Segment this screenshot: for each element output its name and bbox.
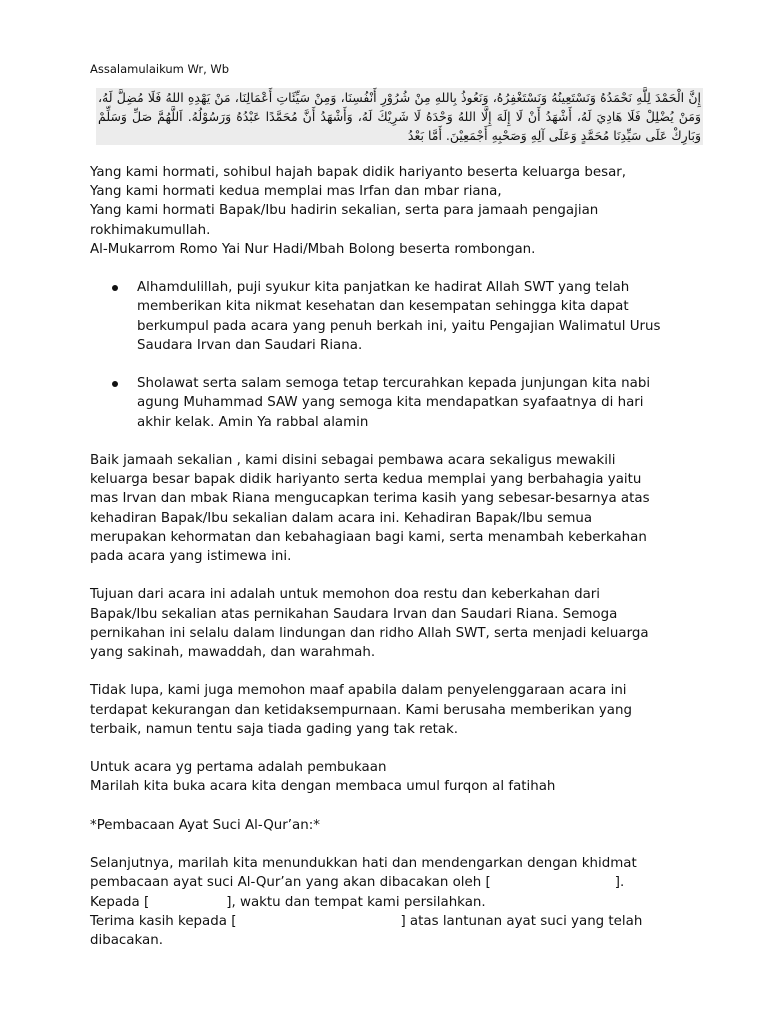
bullet-list: [90, 278, 700, 432]
paragraph-line: [90, 893, 700, 912]
respect-line: Yang kami hormati Bapak/Ibu hadirin sekalian, serta para jamaah pengajian: [90, 203, 599, 219]
paragraph-line: pada acara yang istimewa ini.: [90, 549, 292, 565]
respect-paragraph: [90, 163, 700, 259]
closing-line-suffix: ].: [614, 875, 625, 891]
paragraph-line: Baik jamaah sekalian , kami disini sebagai pembawa acara sekaligus mewakili: [90, 453, 616, 468]
paragraph-line: Selanjutnya, marilah kita menundukkan hati dan mendengarkan dengan khidmat: [90, 856, 637, 872]
paragraph-line: [90, 912, 700, 931]
paragraph-line: Bapak/Ibu sekalian atas pernikahan Saudara Irvan dan Saudari Riana. Semoga: [90, 606, 618, 622]
closing-line-suffix: ] atas lantunan ayat suci yang telah: [400, 913, 643, 929]
bullet-icon: [112, 285, 118, 291]
arabic-opening-text: إِنَّ الْحَمْدَ لِلَّهِ نَحْمَدُهُ وَنَسْتَعِينُهُ وَنَسْتَغْفِرُهُ، وَنَعُوذُ بِاللهِ مِنْ شُرُوْرِ أَنْفُسِنَا، وَمِنْ سَيِّئَاتِ أَعْمَالِنَا، مَنْ يَهْدِهِ اللهُ فَلَا مُضِلَّ لَهُ، وَمَنْ يُضْلِلْ فَلَا هَادِيَ لَهُ، أَشْهَدُ أَنْ لَا إِلَهَ إِلَّا اللهُ وَحْدَهُ لَا شَرِيْكَ لَهُ، وَأَشْهَدُ أَنَّ مُحَمَّدًا عَبْدُهُ وَرَسُوْلُهُ. اَللَّهُمَّ صَلِّ وَسَلِّمْ وَبَارِكْ عَلَى سَيِّدِنَا مُحَمَّدٍ وَعَلَى آلِهِ وَصَحْبِهِ أَجْمَعِيْنَ. أَمَّا بَعْدُ: [98, 90, 701, 143]
bullet-line: Saudara Irvan dan Saudari Riana.: [137, 337, 363, 353]
paragraph-line: merupakan kehormatan dan kebahagiaan bagi kami, serta menambah keberkahan: [90, 529, 647, 545]
closing-line-suffix: ], waktu dan tempat kami persilahkan.: [226, 894, 486, 910]
purpose-paragraph: [90, 585, 700, 662]
paragraph-line: Marilah kita buka acara kita dengan membaca umul furqon al fatihah: [90, 779, 556, 795]
closing-line-prefix: pembacaan ayat suci Al-Qur’an yang akan dibacakan oleh [: [90, 875, 491, 891]
respect-line: rokhimakumullah.: [90, 222, 211, 238]
paragraph-line: Tidak lupa, kami juga memohon maaf apabila dalam penyelenggaraan acara ini: [90, 683, 627, 699]
paragraph-line: Untuk acara yg pertama adalah pembukaan: [90, 760, 387, 776]
section-heading-text: *Pembacaan Ayat Suci Al-Qur’an:*: [90, 817, 320, 833]
paragraph-line: [90, 873, 700, 892]
opening-paragraph: [90, 758, 700, 796]
bullet-line: Alhamdulillah, puji syukur kita panjatkan ke hadirat Allah SWT yang telah: [137, 280, 630, 296]
bullet-line: Sholawat serta salam semoga tetap tercurahkan kepada junjungan kita nabi: [137, 376, 651, 392]
paragraph-line: dibacakan.: [90, 933, 163, 948]
closing-paragraph: [90, 854, 700, 950]
paragraph-line: mas Irvan dan mbak Riana mengucapkan terima kasih yang sebesar-besarnya atas: [90, 491, 650, 507]
section-heading: [90, 816, 700, 835]
greeting: Assalamulaikum Wr, Wb: [90, 62, 230, 76]
closing-line-prefix: Kepada [: [90, 894, 150, 910]
paragraph-line: kehadiran Bapak/Ibu sekalian dalam acara ini. Kehadiran Bapak/Ibu semua: [90, 510, 593, 526]
bullet-line: berkumpul pada acara yang penuh berkah ini, yaitu Pengajian Walimatul Urus: [137, 318, 661, 334]
respect-line: Yang kami hormati, sohibul hajah bapak didik hariyanto beserta keluarga besar,: [90, 165, 627, 180]
bullet-item: [90, 278, 700, 355]
paragraph-line: terbaik, namun tentu saja tiada gading yang tak retak.: [90, 721, 459, 737]
paragraph-line: Tujuan dari acara ini adalah untuk memohon doa restu dan keberkahan dari: [90, 587, 601, 603]
paragraph-line: pernikahan ini selalu dalam lindungan dan ridho Allah SWT, serta menjadi keluarga: [90, 625, 649, 641]
paragraph-line: yang sakinah, mawaddah, dan warahmah.: [90, 645, 376, 661]
respect-line: Al-Mukarrom Romo Yai Nur Hadi/Mbah Bolong beserta rombongan.: [90, 241, 536, 257]
respect-line: Yang kami hormati kedua memplai mas Irfan dan mbar riana,: [90, 184, 502, 200]
paragraph-line: terdapat kekurangan dan ketidaksempurnaan. Kami berusaha memberikan yang: [90, 702, 632, 718]
document-body: [90, 163, 700, 950]
bullet-item: [90, 374, 700, 432]
bullet-icon: [112, 381, 118, 387]
thanks-paragraph: [90, 451, 700, 566]
closing-line-prefix: Terima kasih kepada [: [90, 913, 237, 929]
bullet-line: memberikan kita nikmat kesehatan dan kesempatan sehingga kita dapat: [137, 299, 629, 315]
bullet-line: akhir kelak. Amin Ya rabbal alamin: [137, 414, 369, 430]
paragraph-line: keluarga besar bapak didik hariyanto serta kedua memplai yang berbahagia yaitu: [90, 472, 642, 488]
bullet-line: agung Muhammad SAW yang semoga kita mendapatkan syafaatnya di hari: [137, 395, 644, 411]
apology-paragraph: [90, 681, 700, 739]
